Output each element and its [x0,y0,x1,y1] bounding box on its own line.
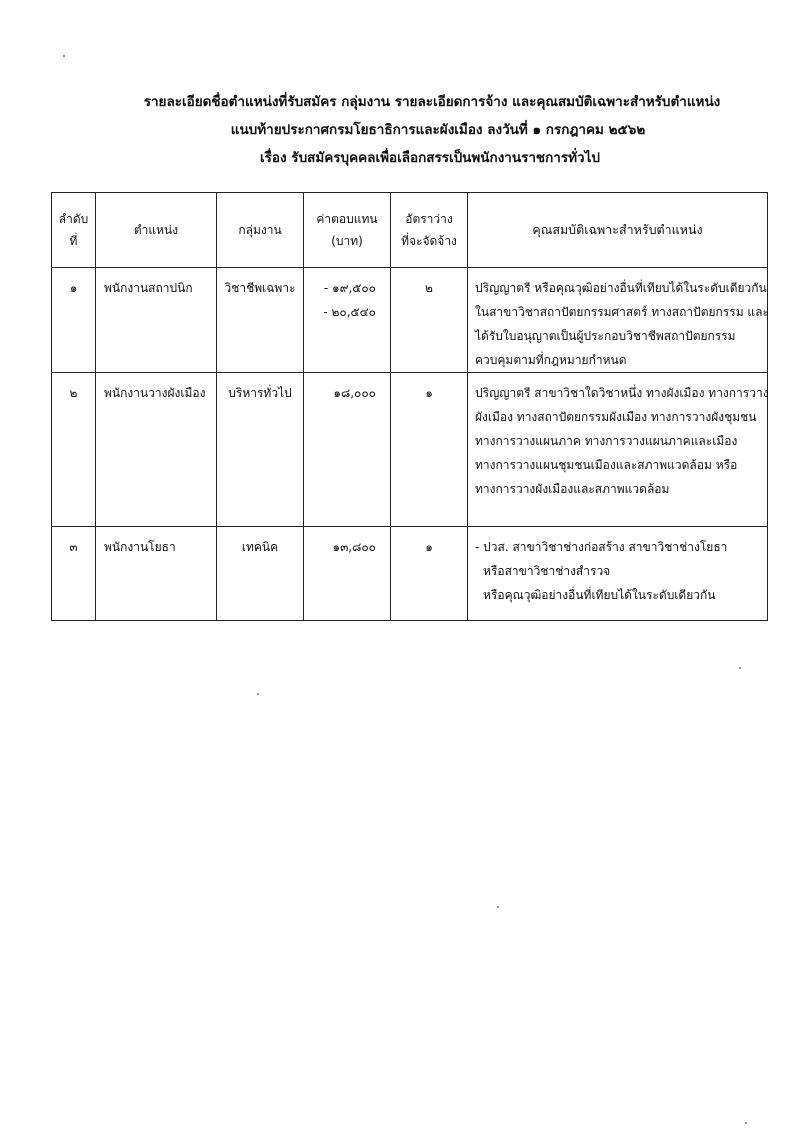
cell-pay [304,373,391,527]
group-name: บริหารทั่วไป [228,386,292,400]
cell-qualification [468,268,768,373]
row-number: ๑ [69,281,78,295]
cell-no [52,373,96,527]
cell-group [217,268,304,373]
scan-speck [745,1122,747,1124]
document-title-line-1: รายละเอียดชื่อตำแหน่งที่รับสมัคร กลุ่มงาน รายละเอียดการจ้าง และคุณสมบัติเฉพาะสำหรับตำแหน่ง [143,94,721,110]
qualification-line: ในสาขาวิชาสถาปัตยกรรมศาสตร์ ทางสถาปัตยกรรม และ [475,305,769,319]
qualification-line: ทางการวางผังเมืองและสภาพแวดล้อม [475,482,670,496]
table-row [52,268,768,373]
table-row [52,373,768,527]
header-pay-line-2: (บาท) [331,234,363,248]
pay-value: ๑๓,๘๐๐ [332,540,376,554]
header-no-line-1: ลำดับ [58,212,89,226]
document-title-line-2: แนบท้ายประกาศกรมโยธาธิการและผังเมือง ลงวันที่ ๑ กรกฎาคม ๒๕๖๒ [230,122,646,138]
position-name: พนักงานสถาปนิก [104,281,193,295]
cell-no [52,527,96,621]
table-row [52,527,768,621]
qualification-line: ควบคุมตามที่กฎหมายกำหนด [475,353,627,367]
header-no-line-2: ที่ [69,234,78,248]
header-pay-line-1: ค่าตอบแทน [316,212,378,226]
cell-position [96,268,217,373]
scan-speck [63,55,65,57]
rate-value: ๒ [425,281,433,295]
cell-rate [391,268,468,373]
cell-qualification [468,527,768,621]
cell-group [217,527,304,621]
header-group: กลุ่มงาน [217,193,304,268]
qualification-line: ได้รับใบอนุญาตเป็นผู้ประกอบวิชาชีพสถาปัตยกรรม [475,329,736,343]
header-rate-line-2: ที่จะจัดจ้าง [401,234,457,248]
rate-value: ๑ [425,540,433,554]
cell-group [217,373,304,527]
position-name: พนักงานโยธา [104,540,176,554]
qualification-line: ทางการวางแผนภาค ทางการวางแผนภาคและเมือง [475,434,738,448]
row-number: ๒ [69,386,78,400]
position-name: พนักงานวางผังเมือง [104,386,206,400]
pay-value: - ๒๐,๕๔๐ [323,305,376,319]
scan-speck [739,667,741,669]
header-position: ตำแหน่ง [96,193,217,268]
rate-value: ๑ [425,386,433,400]
header-rate [391,193,468,268]
qualification-line: - ปวส. สาขาวิชาช่างก่อสร้าง สาขาวิชาช่างโยธา [475,540,728,554]
header-no [52,193,96,268]
document-title-line-3: เรื่อง รับสมัครบุคคลเพื่อเลือกสรรเป็นพนักงานราชการทั่วไป [260,150,600,166]
cell-qualification [468,373,768,527]
scan-speck [257,693,259,695]
cell-rate [391,527,468,621]
cell-position [96,527,217,621]
cell-pay [304,527,391,621]
qualification-line: หรือสาขาวิชาช่างสำรวจ [483,564,611,578]
table-header-row [52,193,768,268]
group-name: เทคนิค [241,540,279,554]
cell-rate [391,373,468,527]
header-rate-line-1: อัตราว่าง [405,212,453,226]
pay-value: ๑๘,๐๐๐ [333,386,376,400]
cell-no [52,268,96,373]
header-pay [304,193,391,268]
qualification-line: หรือคุณวุฒิอย่างอื่นที่เทียบได้ในระดับเดียวกัน [483,588,716,602]
row-number: ๓ [69,540,78,554]
pay-value: - ๑๙,๕๐๐ [323,281,376,295]
header-qualification: คุณสมบัติเฉพาะสำหรับตำแหน่ง [468,193,768,268]
positions-table [51,192,768,621]
cell-pay [304,268,391,373]
group-name: วิชาชีพเฉพาะ [224,281,296,295]
cell-position [96,373,217,527]
scan-speck [497,906,499,908]
qualification-line: ปริญญาตรี สาขาวิชาใดวิชาหนึ่ง ทางผังเมือง ทางการวาง [475,386,769,400]
qualification-line: ผังเมือง ทางสถาปัตยกรรมผังเมือง ทางการวางผังชุมชน [475,410,757,424]
qualification-line: ปริญญาตรี หรือคุณวุฒิอย่างอื่นที่เทียบได้ในระดับเดียวกัน [475,281,767,295]
qualification-line: ทางการวางแผนชุมชนเมืองและสภาพแวดล้อม หรือ [475,458,738,472]
